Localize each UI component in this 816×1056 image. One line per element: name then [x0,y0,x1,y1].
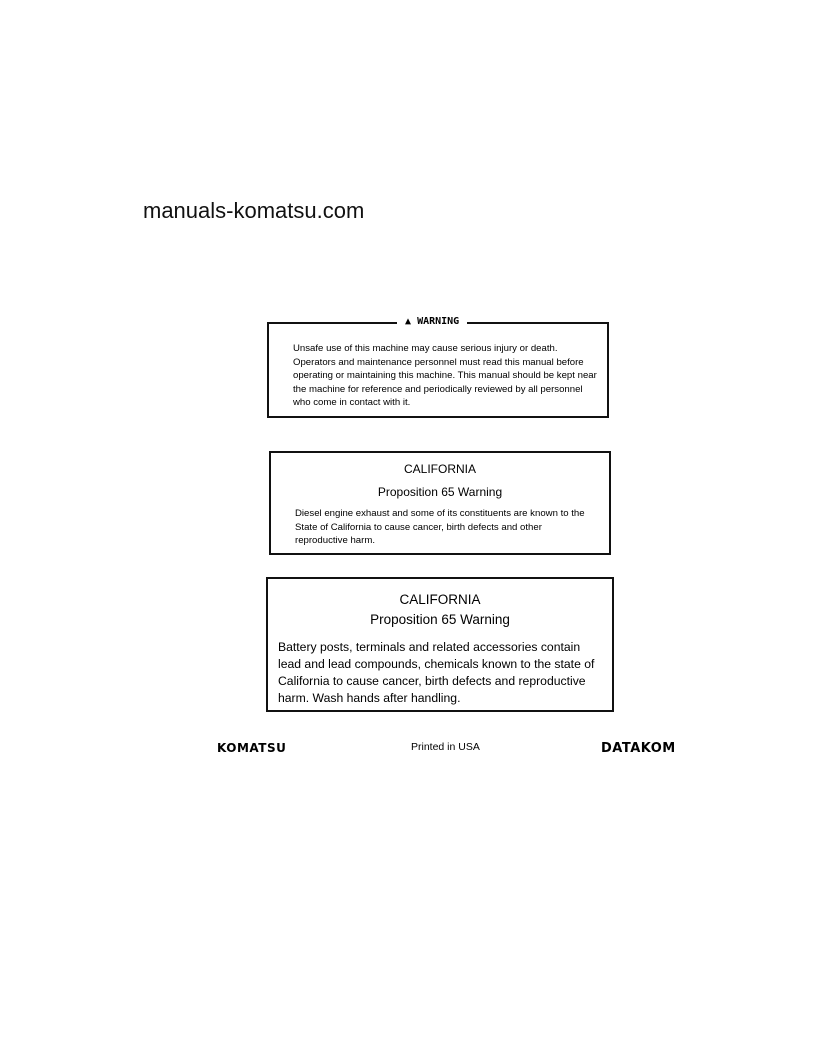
warning-box [267,316,609,418]
prop65-diesel-title: CALIFORNIA [403,462,476,476]
prop65-diesel-box [269,451,611,555]
datakom-logo: DATAKOM [601,741,676,756]
prop65-diesel-text: Diesel engine exhaust and some of its constituents are known to the State of California to cause cancer, birth defects and other reproductive harm. [295,508,585,546]
warning-heading: ▲ WARNING [397,315,467,329]
watermark-link[interactable]: manuals-komatsu.com [143,198,365,223]
prop65-battery-subtitle: Proposition 65 Warning [370,612,510,627]
prop65-diesel-subtitle: Proposition 65 Warning [377,485,503,499]
warning-text: Unsafe use of this machine may cause serious injury or death. Operators and maintenance personnel must read this manual before operating or maintaining this machine. This manual should be kept near the machine for reference and periodically reviewed by all personnel who come in contact with it. [293,343,597,408]
printed-in-text: Printed in USA [411,741,480,753]
prop65-battery-title: CALIFORNIA [399,592,481,607]
warning-triangle-icon: ▲ [405,316,412,327]
prop65-battery-text: Battery posts, terminals and related accessories contain lead and lead compounds, chemicals known to the state of California to cause cancer, birth defects and reproductive harm. Wash hands after handling. [278,640,595,705]
komatsu-logo: KOMATSU [217,741,287,755]
prop65-battery-box [266,577,614,712]
